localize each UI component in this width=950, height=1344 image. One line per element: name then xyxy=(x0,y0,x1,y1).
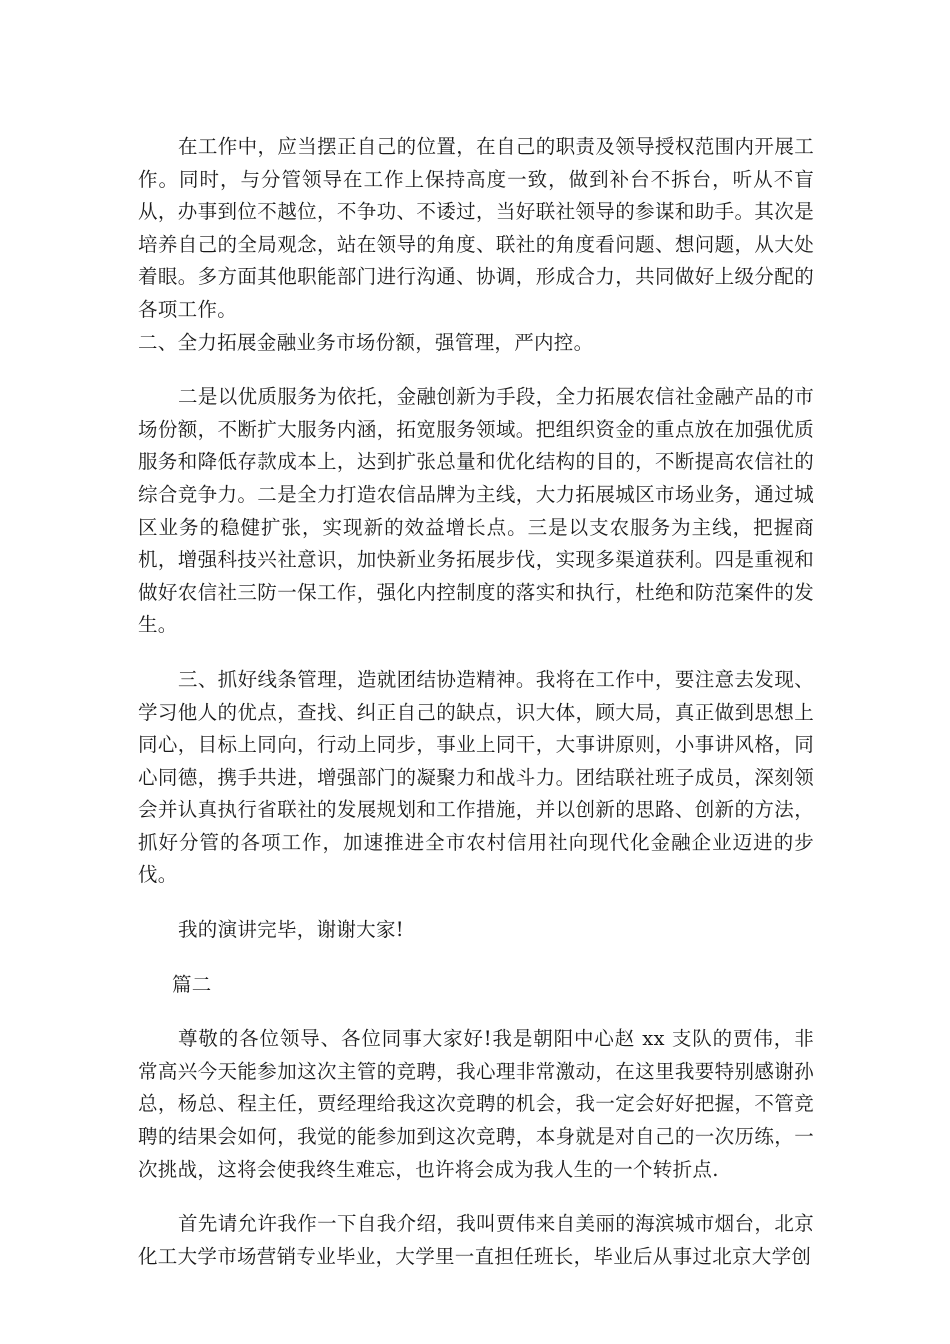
section-heading-two: 二、全力拓展金融业务市场份额，强管理，严内控。 xyxy=(138,330,594,354)
paragraph-service-innovation: 二是以优质服务为依托，金融创新为手段，全力拓展农信社金融产品的市场份额，不断扩大服务内涵，拓宽服务领域。把组织资金的重点放在加强优质服务和降低存款成本上，达到扩张总量和优化结构的目的，不断提高农信社的综合竞争力。二是全力打造农信品牌为主线，大力拓展城区市场业务，通过城区业务的稳健扩张，实现新的效益增长点。三是以支农服务为主线，把握商机，增强科技兴社意识，加快新业务拓展步伐，实现多渠道获利。四是重视和做好农信社三防一保工作，强化内控制度的落实和执行，杜绝和防范案件的发生。 xyxy=(138,385,814,637)
paragraph-team-management: 三、抓好线条管理，造就团结协造精神。我将在工作中，要注意去发现、学习他人的优点，查找、纠正自己的缺点，识大体，顾大局，真正做到思想上同心，目标上同向，行动上同步，事业上同干，大事讲原则，小事讲风格，同心同德，携手共进，增强部门的凝聚力和战斗力。团结联社班子成员，深刻领会并认真执行省联社的发展规划和工作措施，并以创新的思路、创新的方法，抓好分管的各项工作，加速推进全市农村信用社向现代化金融企业迈进的步伐。 xyxy=(138,667,814,887)
paragraph-closing: 我的演讲完毕，谢谢大家! xyxy=(177,918,404,942)
paragraph-self-introduction: 首先请允许我作一下自我介绍，我叫贾伟来自美丽的海滨城市烟台，北京化工大学市场营销专业毕业，大学里一直担任班长，毕业后从事过北京大学创 xyxy=(138,1212,814,1268)
paragraph-greeting: 尊敬的各位领导、各位同事大家好!我是朝阳中心赵 xx 支队的贾伟，非常高兴今天能参加这次主管的竞聘，我心理非常激动，在这里我要特别感谢孙总，杨总、程主任，贾经理给我这次竞聘的机会，我一定会好好把握，不管竞聘的结果会如何，我觉的能参加到这次竞聘，本身就是对自己的一次历练，一次挑战，这将会使我终生难忘，也许将会成为我人生的一个转折点. xyxy=(138,1027,814,1181)
paragraph-work-position: 在工作中，应当摆正自己的位置，在自己的职责及领导授权范围内开展工作。同时，与分管领导在工作上保持高度一致，做到补台不拆台，听从不盲从，办事到位不越位，不争功、不诿过，当好联社领导的参谋和助手。其次是培养自己的全局观念，站在领导的角度、联社的角度看问题、想问题，从大处着眼。多方面其他职能部门进行沟通、协调，形成合力，共同做好上级分配的各项工作。 xyxy=(138,135,814,321)
document-body xyxy=(138,131,814,1273)
section-title-part-two: 篇二 xyxy=(172,972,212,996)
